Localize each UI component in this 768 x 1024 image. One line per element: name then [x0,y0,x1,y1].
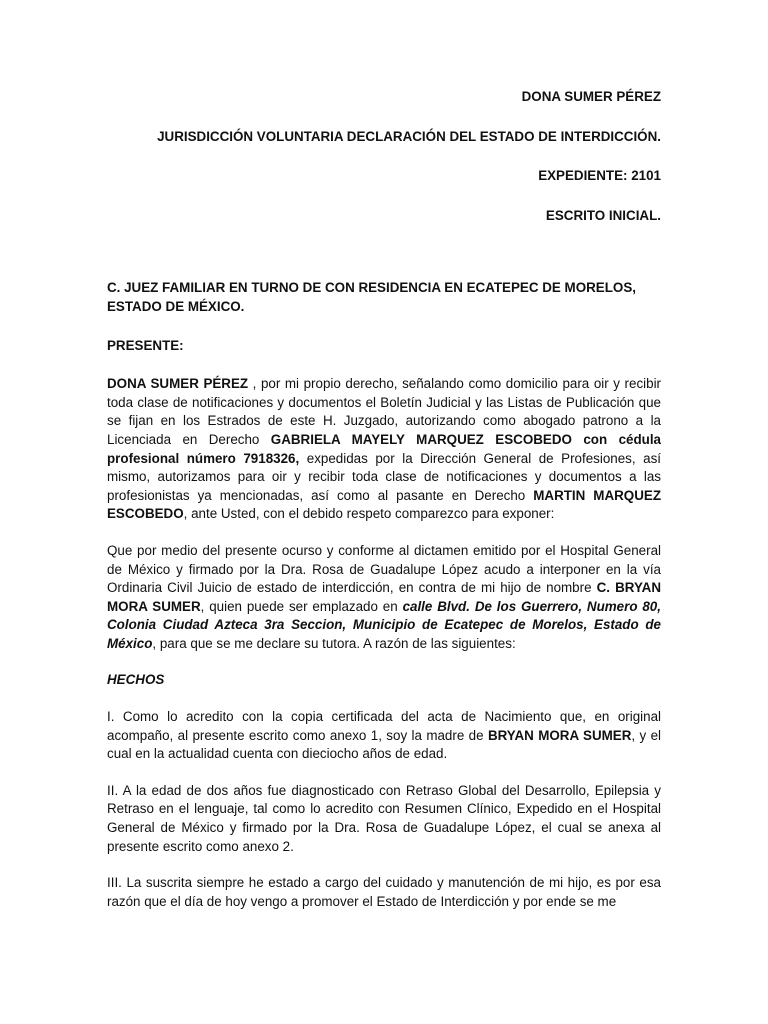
fact-1 [107,708,661,764]
demand-text-3: , para que se me declare su tutora. A razón de las siguientes: [152,635,516,651]
intro-intern: MARTIN MARQUEZ ESCOBEDO [107,487,661,522]
header-expediente: EXPEDIENTE: 2101 [538,168,661,184]
header-name: DONA SUMER PÉREZ [521,89,661,104]
fact-1-text-1: I. Como lo acredito con la copia certificada del acta de Nacimiento que, en original acompaño, al presente escrito como anexo 1, soy la madre de [107,709,661,743]
fact-3: III. La suscrita siempre he estado a cargo del cuidado y manutención de mi hijo, es por esa razón que el día de hoy vengo a promover el Estado de Interdicción y por ende se me [107,875,661,909]
document-page [107,88,661,929]
fact-1-text-2: , y el cual en la actualidad cuenta con dieciocho años de edad. [107,727,661,762]
intro-paragraph [107,375,661,524]
demand-paragraph [107,542,661,654]
demand-address: calle Blvd. De los Guerrero, Numero 80, Colonia Ciudad Azteca 3ra Seccion, Municipio de Ecatepec de Morelos, Estado de México [107,598,661,651]
demand-text-2: , quien puede ser emplazado en [200,598,403,614]
demand-son-name: C. BRYAN MORA SUMER [107,580,662,614]
intro-name: DONA SUMER PÉREZ [107,376,249,392]
demand-text-1: Que por medio del presente ocurso y conforme al dictamen emitido por el Hospital General de México y firmado por la Dra. Rosa de Guadalupe López acudo a interponer en la vía Ordinaria Civil Juicio de estado de interdicción, en contra de mi hijo de nombre [107,542,661,596]
intro-text-3: , ante Usted, con el debido respeto comparezco para exponer: [183,506,555,522]
intro-text-2: expedidas por la Dirección General de Profesiones, así mismo, autorizamos para oir y recibir toda clase de notificaciones y documentos a las profesionistas ya mencionadas, así como al pasante en Derecho [107,450,661,503]
addressee: C. JUEZ FAMILIAR EN TURNO DE CON RESIDENCIA EN ECATEPEC DE MORELOS, ESTADO DE MÉXICO. [107,280,636,314]
hechos-heading: HECHOS [107,672,165,688]
fact-1-son-name: BRYAN MORA SUMER [487,727,632,743]
fact-2: II. A la edad de dos años fue diagnosticado con Retraso Global del Desarrollo, Epilepsia y Retraso en el lenguaje, tal como lo acredito con Resumen Clínico, Expedido en el Hospital General de México y firmado por la Dra. Rosa de Guadalupe López, el cual se anexa al presente escrito como anexo 2. [107,782,661,854]
intro-lawyer: GABRIELA MAYELY MARQUEZ ESCOBEDO con cédula profesional número 7918326, [107,431,661,466]
intro-text-1: , por mi propio derecho, señalando como domicilio para oir y recibir toda clase de notificaciones y documentos el Boletín Judicial y las Listas de Publicación que se fijan en los Estrados de este H. Juzgado, autorizando como abogado patrono a la Licenciada en Derecho [107,376,662,447]
header-escrito: ESCRITO INICIAL. [545,207,661,223]
header-matter: JURISDICCIÓN VOLUNTARIA DECLARACIÓN DEL ESTADO DE INTERDICCIÓN. [157,128,661,144]
presente-label: PRESENTE: [107,337,184,353]
